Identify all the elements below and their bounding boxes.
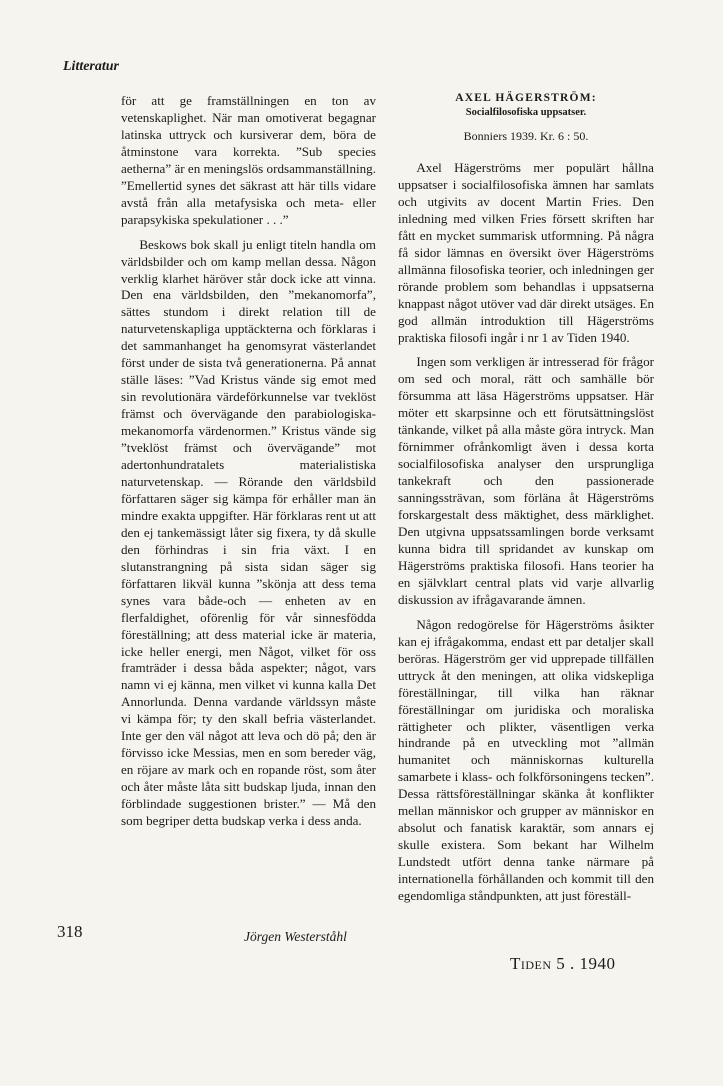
left-paragraph-2: Beskows bok skall ju enligt titeln handla om världsbilder och om kamp mellan dessa. Någon verklig klarhet häröver står dock icke att vinna. Den ena världsbilden, den ”mekanomorfa”, sättes stundom i direkt relation till de naturvetenskapliga upptäckterna och förklaras i det sammanhanget ha genomsyrat västerlandet först under de sista två generationerna. På annat ställe läses: ”Vad Kristus vände sig emot med sin revolutionära värdeförkunnelse var tveklöst främst och övervägande den parabiologiska-mekanomorfa värdenormen.” Kristus vände sig ”tveklöst främst och övervägande” mot adertonhundratalets materialistiska naturvetenskap. — Rörande den världsbild författaren säger sig kämpa för erhåller man än mindre exakta uppgifter. Här förklaras rent ut att den ej tankemässigt låter sig fixera, ty då skulle den förhindras i sin fria växt. I en slutanstrangning på sista sidan säger sig författaren likväl kunna ”skönja att dess tema synes vara både-och — enheten av en flerfaldighet, oförenlig för vår sinnesfödda föreställning; att dess material icke är materia, icke heller energi, men Något, vilket för oss framträder i dessa båda aspekter; något, vars namn vi ej känna, men vilket vi kunna kalla Det Annorlunda. Denna vardande världssyn måste vi kämpa för; ty den skall befria västerlandet. Inte ger den väl något att leva och dö på; den är förvisso icke Messias, men en som bereder väg, en röjare av mark och en ropande röst, som åter och åter måste låta sitt budskap ljuda, innan den förblindade suggestionen brister.” — Må den som begriper detta budskap verka i dess anda. — [121, 236, 376, 829]
review-book-title: Socialfilosofiska uppsatser. — [465, 107, 587, 118]
journal-footer — [510, 954, 616, 974]
running-head: Litteratur — [63, 59, 120, 74]
review-publisher-line: Bonniers 1939. Kr. 6 : 50. — [463, 129, 589, 143]
page-number: 318 — [57, 922, 83, 941]
journal-name: Tiden — [510, 954, 552, 973]
review-header — [398, 92, 654, 144]
right-paragraph-2: Ingen som verkligen är intresserad för frågor om sed och moral, rätt och samhälle bör försumma att läsa Hägerströms uppsatser. Här möter ett skarpsinne och ett förutsättningslöst tänkande, vilket på alla måste göra intryck. Man förnimmer ofrånkomligt även i dessa korta socialfilosofiska analyser den ursprungliga tankekraft och den passionerade sanningssträvan, som förläna åt Hägerströms forskargestalt dess mäktighet, dess märklighet. Den utgivna uppsatssamlingen borde verksamt kunna bidra till spridandet av kunskap om Hägerströms praktiska filosofi. Hans teorier ha en självklart central plats vid varje allvarlig diskussion av ifrågavarande ämnen. — [398, 354, 654, 607]
left-column — [121, 93, 376, 830]
journal-issue: 5 . 1940 — [556, 954, 616, 973]
left-paragraph-1: för att ge framställningen en ton av vetenskaplighet. När man omotiverat begagnar latinska uttryck och kursiverar dem, böra de åtminstone vara korrekta. ”Sub species aetherna” är en meningslös ordsammanställning. ”Emellertid synes det säkrast att här tills vidare avstå från alla metafysiska och meta- eller parapsykiska spekulationer . . .” — [121, 93, 376, 227]
review-book-author: AXEL HÄGERSTRÖM: — [455, 92, 597, 104]
review-signature: Jörgen Westerståhl — [244, 929, 347, 944]
right-column — [398, 160, 654, 905]
right-paragraph-3: Någon redogörelse för Hägerströms åsikter kan ej ifrågakomma, endast ett par detaljer skall beröras. Hägerström ger vid upprepade tillfällen uttryck åt den meningen, att olika vidskepliga föreställningar, till vilka han räknar föreställningar om juridiska och moraliska rättigheter och plikter, väsentligen verka hindrande på en utveckling mot ”allmän humanitet och människornas kulturella samarbete i klass- och folkförsoningens tecken”. Dessa rättsföreställningar skänka åt konflikter mellan människor och grupper av människor en absolut och fanatisk karaktär, som annars ej skulle existera. Som bekant har Wilhelm Lundstedt utfört denna tanke närmare på internationella förhållanden och kommit till den egendomliga ståndpunkten, att just föreställ- — [398, 616, 654, 904]
right-paragraph-1: Axel Hägerströms mer populärt hållna uppsatser i socialfilosofiska ämnen har samlats och utgivits av docent Martin Fries. Den inledning med vilken Fries försett skriften har fått en mycket summarisk utformning. På några få sidor lämnas en översikt över Hägerströms allmänna filosofiska teorier, och inledningen ger rörande problem som behandlas i uppsatserna knappast något utöver vad där direkt utsäges. En god allmän introduktion till Hägerströms praktiska filosofi ingår i nr 1 av Tiden 1940. — [398, 160, 654, 345]
